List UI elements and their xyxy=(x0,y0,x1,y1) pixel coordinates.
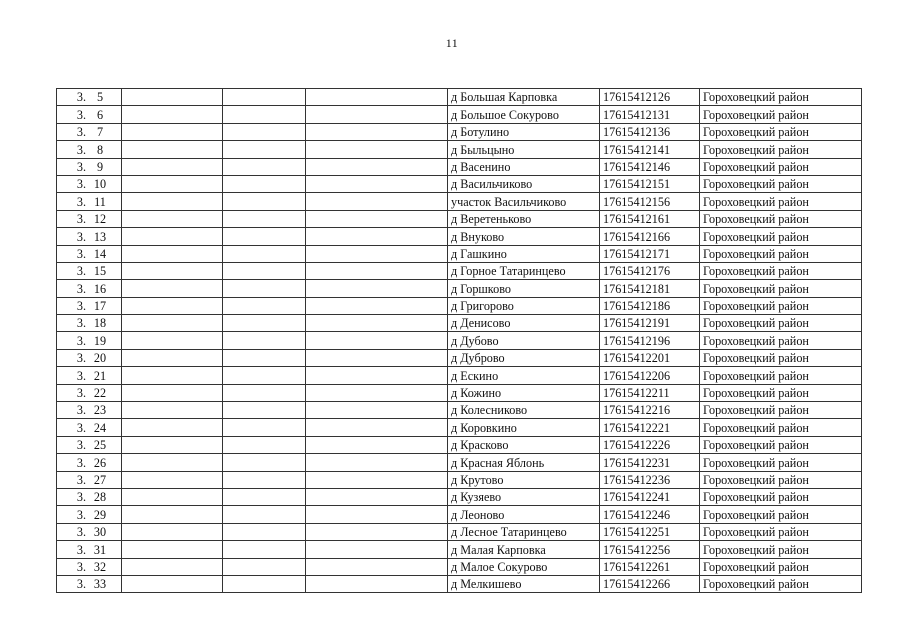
empty-cell-1 xyxy=(122,315,223,332)
oktmo-code-cell: 17615412181 xyxy=(600,280,700,297)
empty-cell-3 xyxy=(306,123,448,140)
empty-cell-3 xyxy=(306,193,448,210)
empty-cell-1 xyxy=(122,297,223,314)
district-cell: Гороховецкий район xyxy=(700,193,862,210)
empty-cell-2 xyxy=(223,280,306,297)
table-row xyxy=(57,471,862,488)
row-section: 3. xyxy=(76,159,86,174)
empty-cell-2 xyxy=(223,419,306,436)
row-index: 23 xyxy=(93,403,107,418)
row-number-cell xyxy=(57,454,122,471)
row-section: 3. xyxy=(76,177,86,192)
oktmo-code-cell: 17615412226 xyxy=(600,436,700,453)
empty-cell-3 xyxy=(306,315,448,332)
row-section: 3. xyxy=(76,386,86,401)
settlement-name-cell: д Васильчиково xyxy=(448,175,600,192)
settlement-name-cell: д Горное Татаринцево xyxy=(448,262,600,279)
empty-cell-3 xyxy=(306,558,448,575)
row-number-cell xyxy=(57,384,122,401)
row-index: 28 xyxy=(93,490,107,505)
district-cell: Гороховецкий район xyxy=(700,349,862,366)
row-section: 3. xyxy=(76,351,86,366)
oktmo-code-cell: 17615412266 xyxy=(600,575,700,592)
oktmo-code-cell: 17615412161 xyxy=(600,210,700,227)
oktmo-code-cell: 17615412156 xyxy=(600,193,700,210)
district-cell: Гороховецкий район xyxy=(700,175,862,192)
row-number-cell xyxy=(57,175,122,192)
row-index: 27 xyxy=(93,472,107,487)
district-cell: Гороховецкий район xyxy=(700,89,862,106)
row-section: 3. xyxy=(76,525,86,540)
empty-cell-3 xyxy=(306,436,448,453)
empty-cell-3 xyxy=(306,210,448,227)
district-cell: Гороховецкий район xyxy=(700,384,862,401)
table-row xyxy=(57,454,862,471)
oktmo-code-cell: 17615412261 xyxy=(600,558,700,575)
empty-cell-2 xyxy=(223,332,306,349)
empty-cell-2 xyxy=(223,141,306,158)
row-index: 17 xyxy=(93,299,107,314)
oktmo-code-cell: 17615412196 xyxy=(600,332,700,349)
settlement-name-cell: д Кузяево xyxy=(448,488,600,505)
row-number-cell xyxy=(57,419,122,436)
oktmo-code-cell: 17615412171 xyxy=(600,245,700,262)
row-section: 3. xyxy=(76,142,86,157)
row-index: 25 xyxy=(93,438,107,453)
district-cell: Гороховецкий район xyxy=(700,541,862,558)
empty-cell-2 xyxy=(223,454,306,471)
oktmo-code-cell: 17615412251 xyxy=(600,523,700,540)
empty-cell-1 xyxy=(122,106,223,123)
empty-cell-1 xyxy=(122,175,223,192)
empty-cell-1 xyxy=(122,506,223,523)
row-number-cell xyxy=(57,141,122,158)
oktmo-code-cell: 17615412186 xyxy=(600,297,700,314)
empty-cell-3 xyxy=(306,158,448,175)
settlement-name-cell: д Дуброво xyxy=(448,349,600,366)
row-section: 3. xyxy=(76,264,86,279)
row-number-cell xyxy=(57,575,122,592)
oktmo-code-cell: 17615412146 xyxy=(600,158,700,175)
row-section: 3. xyxy=(76,577,86,592)
district-cell: Гороховецкий район xyxy=(700,280,862,297)
row-index: 7 xyxy=(96,125,104,140)
district-cell: Гороховецкий район xyxy=(700,506,862,523)
empty-cell-3 xyxy=(306,349,448,366)
empty-cell-2 xyxy=(223,384,306,401)
empty-cell-1 xyxy=(122,89,223,106)
settlement-name-cell: д Крутово xyxy=(448,471,600,488)
row-number-cell xyxy=(57,158,122,175)
empty-cell-1 xyxy=(122,228,223,245)
oktmo-code-cell: 17615412236 xyxy=(600,471,700,488)
table-row xyxy=(57,106,862,123)
empty-cell-1 xyxy=(122,488,223,505)
district-cell: Гороховецкий район xyxy=(700,575,862,592)
empty-cell-2 xyxy=(223,123,306,140)
settlement-name-cell: д Внуково xyxy=(448,228,600,245)
empty-cell-3 xyxy=(306,384,448,401)
empty-cell-2 xyxy=(223,558,306,575)
empty-cell-1 xyxy=(122,436,223,453)
row-index: 14 xyxy=(93,246,107,261)
table-row xyxy=(57,262,862,279)
oktmo-code-cell: 17615412136 xyxy=(600,123,700,140)
table-row xyxy=(57,384,862,401)
table-row xyxy=(57,488,862,505)
table-row xyxy=(57,367,862,384)
row-section: 3. xyxy=(76,299,86,314)
empty-cell-2 xyxy=(223,541,306,558)
empty-cell-3 xyxy=(306,575,448,592)
empty-cell-2 xyxy=(223,158,306,175)
table-row xyxy=(57,558,862,575)
row-index: 29 xyxy=(93,507,107,522)
row-number-cell xyxy=(57,280,122,297)
district-cell: Гороховецкий район xyxy=(700,315,862,332)
district-cell: Гороховецкий район xyxy=(700,297,862,314)
row-index: 13 xyxy=(93,229,107,244)
district-cell: Гороховецкий район xyxy=(700,419,862,436)
oktmo-code-cell: 17615412201 xyxy=(600,349,700,366)
district-cell: Гороховецкий район xyxy=(700,523,862,540)
table-row xyxy=(57,89,862,106)
oktmo-code-cell: 17615412206 xyxy=(600,367,700,384)
table-row xyxy=(57,541,862,558)
table-row xyxy=(57,175,862,192)
table-row xyxy=(57,419,862,436)
empty-cell-1 xyxy=(122,141,223,158)
row-section: 3. xyxy=(76,316,86,331)
empty-cell-1 xyxy=(122,158,223,175)
empty-cell-1 xyxy=(122,210,223,227)
table-row xyxy=(57,349,862,366)
oktmo-code-cell: 17615412166 xyxy=(600,228,700,245)
table-row xyxy=(57,332,862,349)
row-index: 26 xyxy=(93,455,107,470)
empty-cell-1 xyxy=(122,541,223,558)
row-section: 3. xyxy=(76,194,86,209)
empty-cell-2 xyxy=(223,523,306,540)
empty-cell-2 xyxy=(223,245,306,262)
settlement-name-cell: д Лесное Татаринцево xyxy=(448,523,600,540)
district-cell: Гороховецкий район xyxy=(700,245,862,262)
district-cell: Гороховецкий район xyxy=(700,210,862,227)
row-section: 3. xyxy=(76,438,86,453)
row-index: 11 xyxy=(94,194,106,209)
row-index: 5 xyxy=(96,90,104,105)
table-row xyxy=(57,280,862,297)
row-index: 10 xyxy=(93,177,107,192)
row-number-cell xyxy=(57,471,122,488)
row-index: 6 xyxy=(96,107,104,122)
row-section: 3. xyxy=(76,559,86,574)
row-number-cell xyxy=(57,332,122,349)
empty-cell-1 xyxy=(122,332,223,349)
oktmo-code-cell: 17615412221 xyxy=(600,419,700,436)
row-number-cell xyxy=(57,245,122,262)
empty-cell-2 xyxy=(223,349,306,366)
row-section: 3. xyxy=(76,542,86,557)
row-number-cell xyxy=(57,488,122,505)
oktmo-code-cell: 17615412246 xyxy=(600,506,700,523)
empty-cell-3 xyxy=(306,523,448,540)
district-cell: Гороховецкий район xyxy=(700,436,862,453)
settlement-name-cell: д Васенино xyxy=(448,158,600,175)
empty-cell-2 xyxy=(223,402,306,419)
table-row xyxy=(57,523,862,540)
empty-cell-2 xyxy=(223,89,306,106)
row-number-cell xyxy=(57,106,122,123)
row-index: 19 xyxy=(93,333,107,348)
row-number-cell xyxy=(57,541,122,558)
settlement-name-cell: д Малая Карповка xyxy=(448,541,600,558)
row-number-cell xyxy=(57,262,122,279)
empty-cell-2 xyxy=(223,262,306,279)
table-row xyxy=(57,210,862,227)
table-row xyxy=(57,193,862,210)
table-row xyxy=(57,315,862,332)
oktmo-code-cell: 17615412176 xyxy=(600,262,700,279)
row-section: 3. xyxy=(76,90,86,105)
settlement-name-cell: д Веретеньково xyxy=(448,210,600,227)
row-index: 31 xyxy=(93,542,107,557)
oktmo-code-cell: 17615412216 xyxy=(600,402,700,419)
empty-cell-3 xyxy=(306,419,448,436)
row-number-cell xyxy=(57,123,122,140)
settlement-name-cell: д Колесниково xyxy=(448,402,600,419)
row-number-cell xyxy=(57,523,122,540)
settlement-name-cell: д Мелкишево xyxy=(448,575,600,592)
oktmo-code-cell: 17615412131 xyxy=(600,106,700,123)
settlement-name-cell: д Гашкино xyxy=(448,245,600,262)
oktmo-code-cell: 17615412141 xyxy=(600,141,700,158)
empty-cell-3 xyxy=(306,89,448,106)
empty-cell-2 xyxy=(223,436,306,453)
row-section: 3. xyxy=(76,472,86,487)
row-number-cell xyxy=(57,436,122,453)
row-number-cell xyxy=(57,558,122,575)
empty-cell-2 xyxy=(223,210,306,227)
row-section: 3. xyxy=(76,229,86,244)
oktmo-code-cell: 17615412126 xyxy=(600,89,700,106)
row-section: 3. xyxy=(76,507,86,522)
empty-cell-3 xyxy=(306,471,448,488)
empty-cell-3 xyxy=(306,454,448,471)
row-number-cell xyxy=(57,228,122,245)
row-number-cell xyxy=(57,193,122,210)
row-section: 3. xyxy=(76,246,86,261)
empty-cell-2 xyxy=(223,506,306,523)
settlements-table xyxy=(56,88,862,593)
empty-cell-1 xyxy=(122,471,223,488)
empty-cell-1 xyxy=(122,575,223,592)
settlement-name-cell: д Большое Сокурово xyxy=(448,106,600,123)
oktmo-code-cell: 17615412256 xyxy=(600,541,700,558)
district-cell: Гороховецкий район xyxy=(700,141,862,158)
empty-cell-2 xyxy=(223,297,306,314)
row-index: 8 xyxy=(96,142,104,157)
table-row xyxy=(57,402,862,419)
district-cell: Гороховецкий район xyxy=(700,402,862,419)
table-row xyxy=(57,228,862,245)
empty-cell-3 xyxy=(306,245,448,262)
row-index: 9 xyxy=(96,159,104,174)
empty-cell-3 xyxy=(306,332,448,349)
empty-cell-2 xyxy=(223,471,306,488)
row-section: 3. xyxy=(76,125,86,140)
row-number-cell xyxy=(57,506,122,523)
district-cell: Гороховецкий район xyxy=(700,367,862,384)
settlement-name-cell: д Григорово xyxy=(448,297,600,314)
empty-cell-2 xyxy=(223,575,306,592)
row-number-cell xyxy=(57,89,122,106)
settlement-name-cell: д Большая Карповка xyxy=(448,89,600,106)
row-index: 15 xyxy=(93,264,107,279)
empty-cell-1 xyxy=(122,262,223,279)
settlement-name-cell: д Дубово xyxy=(448,332,600,349)
district-cell: Гороховецкий район xyxy=(700,488,862,505)
table-row xyxy=(57,245,862,262)
empty-cell-2 xyxy=(223,367,306,384)
row-index: 16 xyxy=(93,281,107,296)
district-cell: Гороховецкий район xyxy=(700,454,862,471)
settlement-name-cell: д Быльцыно xyxy=(448,141,600,158)
empty-cell-1 xyxy=(122,280,223,297)
row-number-cell xyxy=(57,315,122,332)
district-cell: Гороховецкий район xyxy=(700,262,862,279)
settlement-name-cell: д Ескино xyxy=(448,367,600,384)
settlement-name-cell: д Ботулино xyxy=(448,123,600,140)
empty-cell-1 xyxy=(122,454,223,471)
empty-cell-3 xyxy=(306,402,448,419)
empty-cell-1 xyxy=(122,193,223,210)
oktmo-code-cell: 17615412241 xyxy=(600,488,700,505)
empty-cell-1 xyxy=(122,384,223,401)
empty-cell-2 xyxy=(223,193,306,210)
table-row xyxy=(57,141,862,158)
row-index: 33 xyxy=(93,577,107,592)
empty-cell-2 xyxy=(223,228,306,245)
settlement-name-cell: д Малое Сокурово xyxy=(448,558,600,575)
settlements-table-body xyxy=(57,89,862,593)
empty-cell-1 xyxy=(122,123,223,140)
district-cell: Гороховецкий район xyxy=(700,471,862,488)
empty-cell-2 xyxy=(223,106,306,123)
table-row xyxy=(57,575,862,592)
empty-cell-1 xyxy=(122,402,223,419)
settlement-name-cell: д Коровкино xyxy=(448,419,600,436)
row-number-cell xyxy=(57,349,122,366)
row-index: 30 xyxy=(93,525,107,540)
settlement-name-cell: д Красная Яблонь xyxy=(448,454,600,471)
settlement-name-cell: участок Васильчиково xyxy=(448,193,600,210)
district-cell: Гороховецкий район xyxy=(700,332,862,349)
row-section: 3. xyxy=(76,420,86,435)
settlement-name-cell: д Леоново xyxy=(448,506,600,523)
district-cell: Гороховецкий район xyxy=(700,106,862,123)
row-section: 3. xyxy=(76,455,86,470)
row-section: 3. xyxy=(76,403,86,418)
empty-cell-2 xyxy=(223,175,306,192)
oktmo-code-cell: 17615412151 xyxy=(600,175,700,192)
settlement-name-cell: д Денисово xyxy=(448,315,600,332)
row-number-cell xyxy=(57,402,122,419)
row-index: 22 xyxy=(93,386,107,401)
oktmo-code-cell: 17615412191 xyxy=(600,315,700,332)
page-number: 11 xyxy=(445,36,459,50)
settlement-name-cell: д Горшково xyxy=(448,280,600,297)
empty-cell-3 xyxy=(306,506,448,523)
empty-cell-3 xyxy=(306,262,448,279)
empty-cell-3 xyxy=(306,488,448,505)
district-cell: Гороховецкий район xyxy=(700,228,862,245)
district-cell: Гороховецкий район xyxy=(700,123,862,140)
row-index: 18 xyxy=(93,316,107,331)
row-index: 21 xyxy=(93,368,107,383)
empty-cell-2 xyxy=(223,315,306,332)
empty-cell-1 xyxy=(122,367,223,384)
row-section: 3. xyxy=(76,212,86,227)
row-section: 3. xyxy=(76,281,86,296)
empty-cell-3 xyxy=(306,280,448,297)
empty-cell-3 xyxy=(306,541,448,558)
row-section: 3. xyxy=(76,333,86,348)
empty-cell-1 xyxy=(122,558,223,575)
table-row xyxy=(57,506,862,523)
row-number-cell xyxy=(57,297,122,314)
empty-cell-3 xyxy=(306,106,448,123)
empty-cell-3 xyxy=(306,228,448,245)
oktmo-code-cell: 17615412231 xyxy=(600,454,700,471)
row-index: 20 xyxy=(93,351,107,366)
table-row xyxy=(57,158,862,175)
row-index: 24 xyxy=(93,420,107,435)
settlement-name-cell: д Красково xyxy=(448,436,600,453)
row-index: 32 xyxy=(93,559,107,574)
table-row xyxy=(57,297,862,314)
empty-cell-3 xyxy=(306,367,448,384)
settlement-name-cell: д Кожино xyxy=(448,384,600,401)
row-section: 3. xyxy=(76,368,86,383)
row-number-cell xyxy=(57,367,122,384)
district-cell: Гороховецкий район xyxy=(700,158,862,175)
empty-cell-1 xyxy=(122,349,223,366)
oktmo-code-cell: 17615412211 xyxy=(600,384,700,401)
district-cell: Гороховецкий район xyxy=(700,558,862,575)
empty-cell-1 xyxy=(122,523,223,540)
table-row xyxy=(57,123,862,140)
table-row xyxy=(57,436,862,453)
empty-cell-3 xyxy=(306,175,448,192)
row-section: 3. xyxy=(76,490,86,505)
empty-cell-2 xyxy=(223,488,306,505)
row-section: 3. xyxy=(76,107,86,122)
empty-cell-3 xyxy=(306,141,448,158)
row-index: 12 xyxy=(93,212,107,227)
row-number-cell xyxy=(57,210,122,227)
empty-cell-1 xyxy=(122,419,223,436)
empty-cell-1 xyxy=(122,245,223,262)
empty-cell-3 xyxy=(306,297,448,314)
